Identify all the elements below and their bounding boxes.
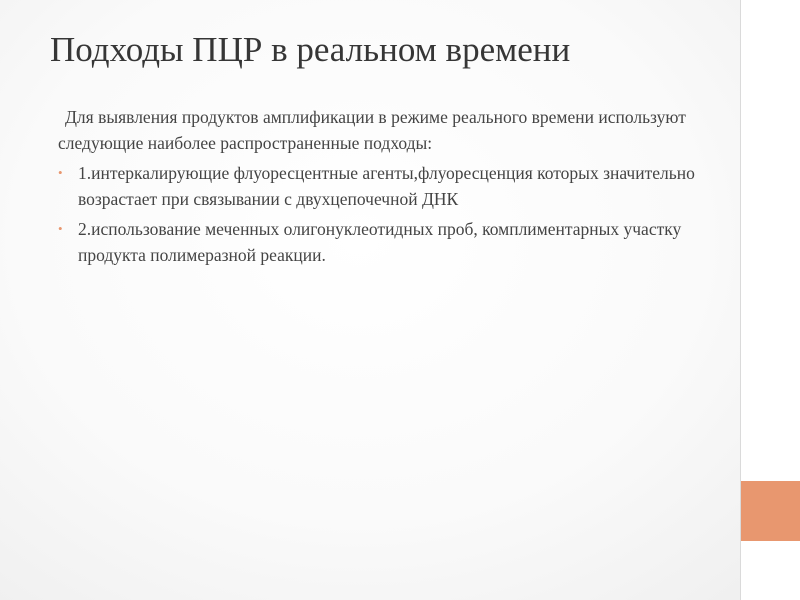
bullet-list bbox=[58, 160, 708, 268]
bullet-text: 1.интеркалирующие флуоресцентные агенты,флуоресценция которых значительно возрастает при связывании с двухцепочечной ДНК bbox=[78, 163, 695, 209]
accent-square bbox=[741, 481, 800, 541]
slide-title: Подходы ПЦР в реальном времени bbox=[50, 30, 571, 69]
bullet-icon: • bbox=[58, 221, 63, 236]
bullet-icon: • bbox=[58, 165, 63, 180]
bullet-item bbox=[58, 216, 708, 268]
slide-body bbox=[58, 104, 708, 272]
bullet-text: 2.использование меченных олигонуклеотидных проб, комплиментарных участку продукта полимеразной реакции. bbox=[78, 219, 682, 265]
intro-paragraph: Для выявления продуктов амплификации в режиме реального времени используют следующие наиболее распространенные подходы: bbox=[58, 107, 686, 153]
bullet-item bbox=[58, 160, 708, 212]
